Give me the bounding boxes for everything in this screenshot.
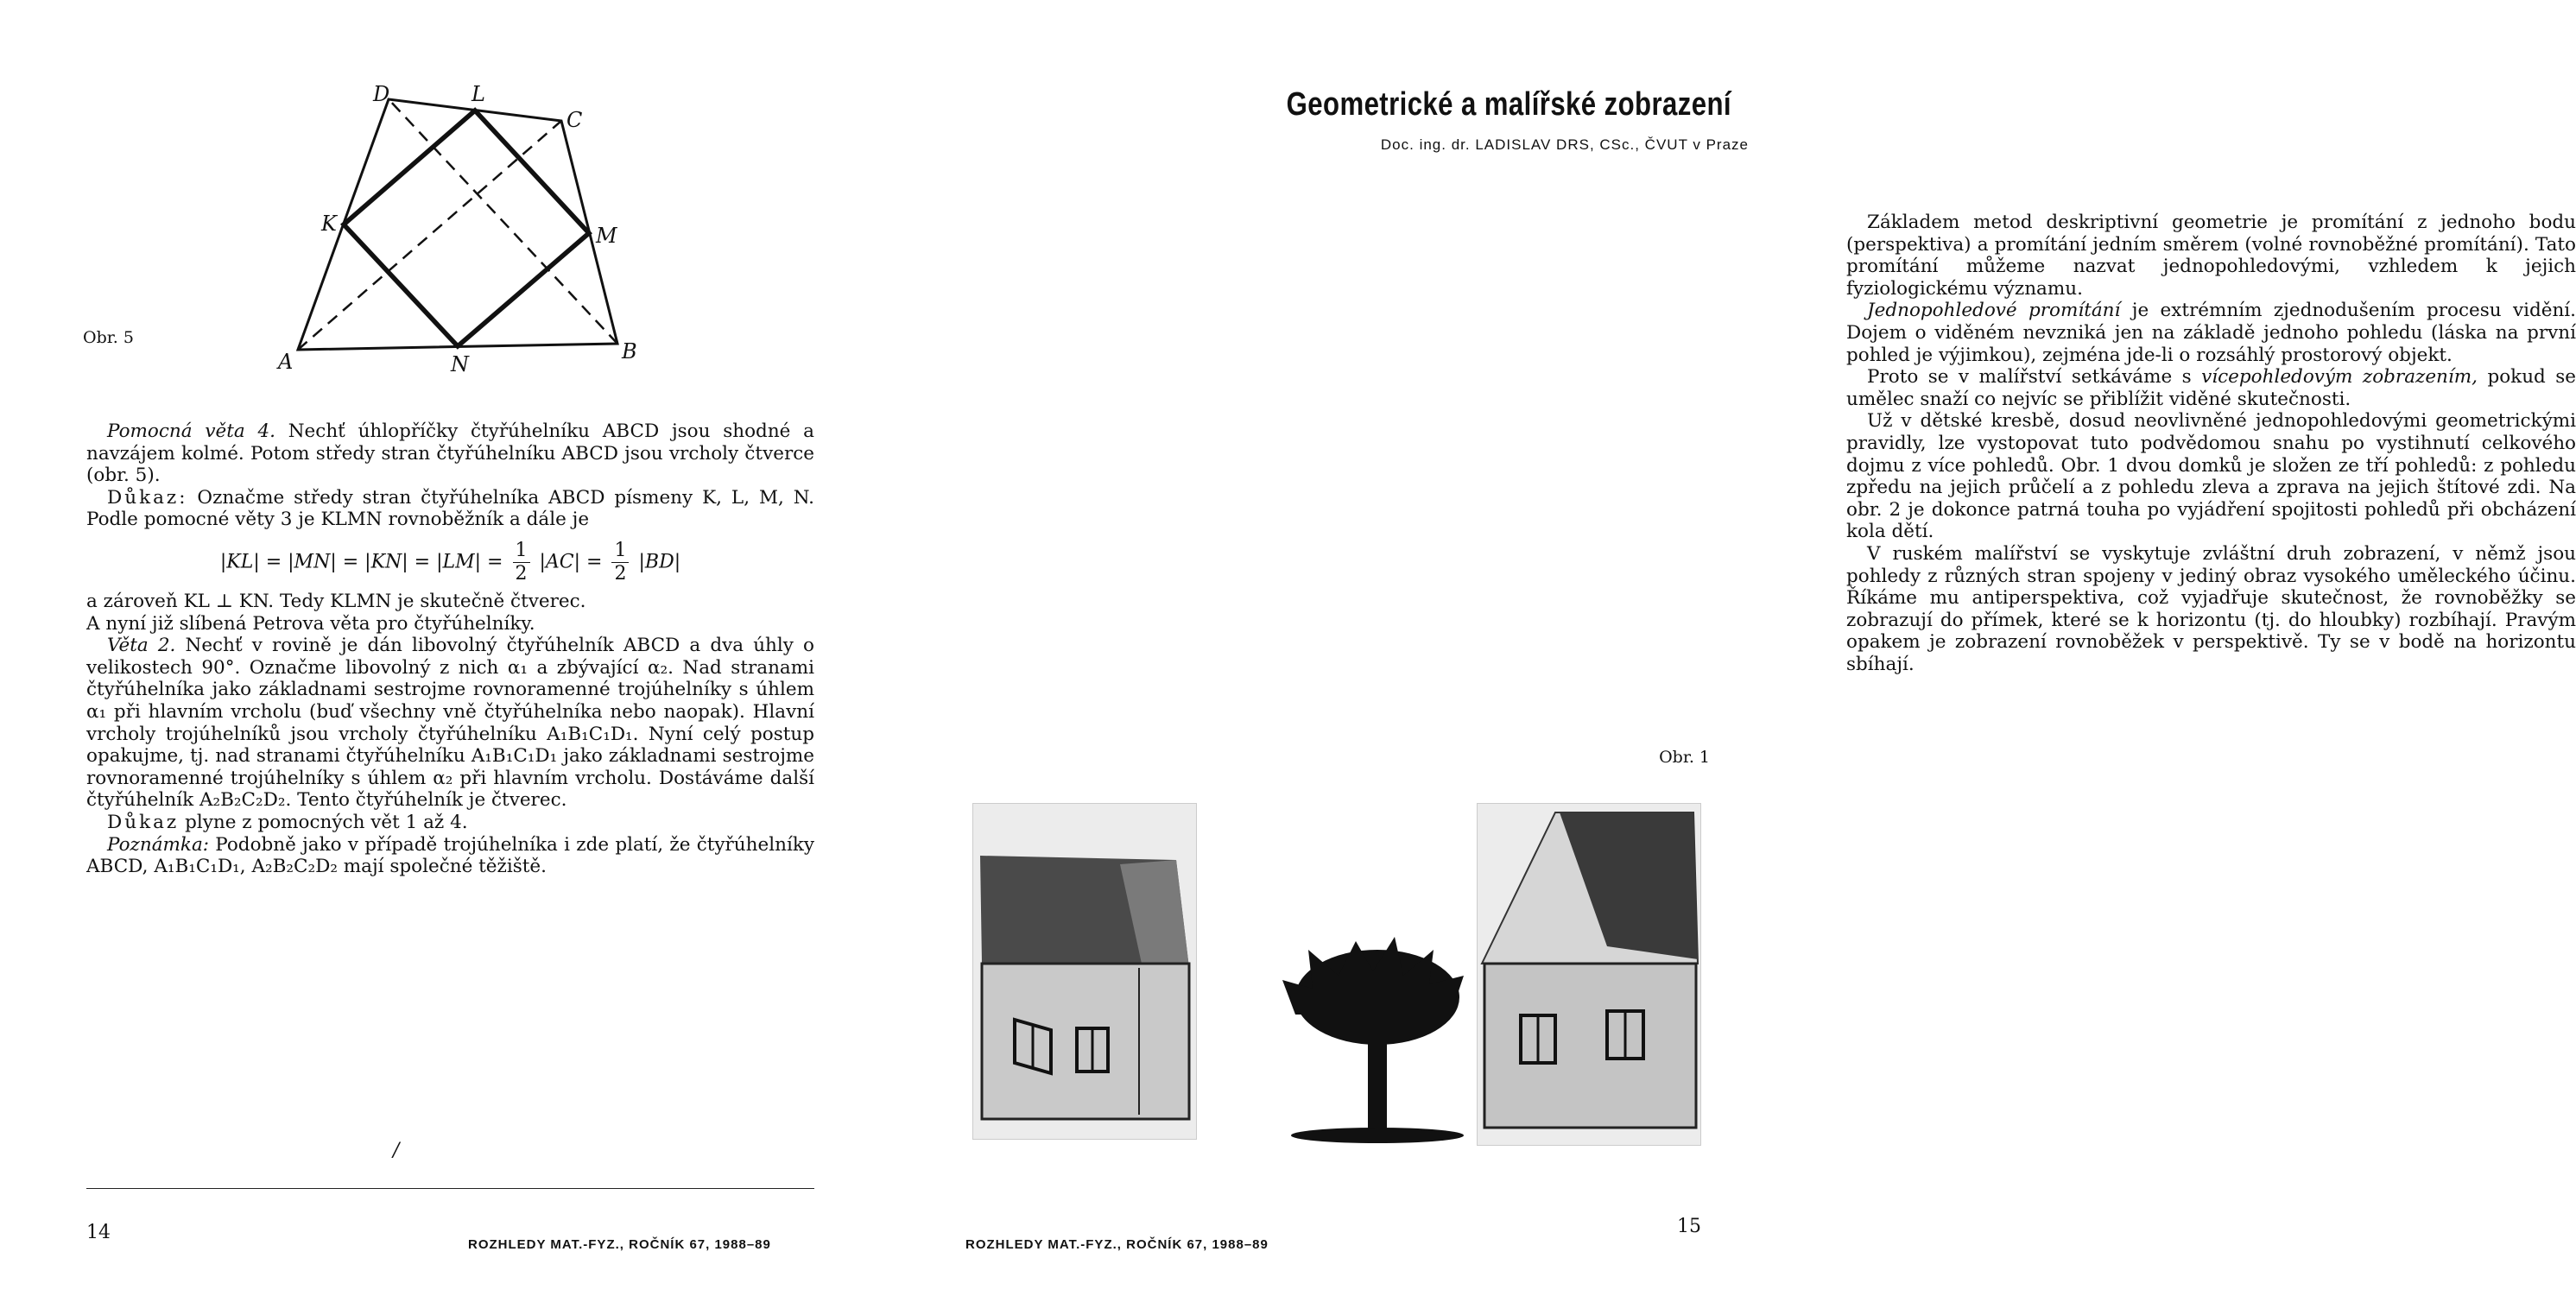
fraction-denominator: 2 [515, 562, 528, 585]
proof-label: Důkaz: [107, 486, 188, 509]
square-klmn [344, 111, 589, 346]
multi-view-text-a: Proto se v malířství setkáváme s [1867, 366, 2202, 389]
point-label-c: C [566, 108, 583, 132]
equation-left-side: |KL| = |MN| = |KN| = |LM| = [219, 551, 503, 573]
proof-paragraph [86, 487, 814, 531]
lemma-4-label: Pomocná věta 4. [107, 420, 275, 442]
multi-view-text-b: pokud se umělec snaží co nejvíc se přiblížit viděné skutečnosti. [1846, 366, 2576, 410]
theorem-2-text: Nechť v rovině je dán libovolný čtyřúhelník ABCD a dva úhly o velikostech 90°. Označme libovolný z nich α₁ a zbývající α₂. Nad stranami čtyřúhelníka jako základnami sestrojme rovnoramenné trojúhelníky s úhlem α₁ při hlavním vrcholu (buď všechny vně čtyřúhelníka nebo naopak). Hlavní vrcholy trojúhelníků jsou vrcholy čtyřúhelníku A₁B₁C₁D₁. Nyní celý postup opakujme, tj. nad stranami čtyřúhelníku A₁B₁C₁D₁ jako základnami sestrojme rovnoramenné trojúhelníky s úhlem α₂ při hlavním vrcholu. Dostáváme další čtyřúhelník A₂B₂C₂D₂. Tento čtyřúhelník je čtverec. [86, 635, 814, 812]
tree-drawing [1278, 937, 1477, 1148]
multi-view-term: vícepohledovým zobrazením, [2201, 366, 2478, 389]
fraction-numerator: 1 [611, 540, 629, 563]
lemma-4-paragraph [86, 420, 814, 487]
theorem-2-paragraph [86, 635, 814, 812]
length-equation [86, 540, 814, 585]
note-label: Poznámka: [107, 833, 210, 856]
intro-paragraph: Základem metod deskriptivní geometrie je promítání z jednoho bodu (perspektiva) a promítání jedním směrem (volné rovnoběžné promítání). Tato promítání můžeme nazvat jednopohledovými, vzhledem k jejich fyziologickému významu. [1846, 212, 2576, 300]
russian-painting-paragraph: V ruském malířství se vyskytuje zvláštní druh zobrazení, v němž jsou pohledy z různých stran spojeny v jediný obraz vysokého uměleckého účinu. Říkáme mu antiperspektiva, což vyjadřuje skutečnost, že rovnoběžky se zobrazují do přímek, které se k horizontu (tj. do hloubky) rozbíhají. Pravým opakem je zobrazení rovnoběžek v perspektivě. Ty se v bodě na horizontu sbíhají. [1846, 542, 2576, 675]
point-label-b: B [622, 339, 637, 364]
left-page [0, 0, 881, 1296]
house-drawing-left [972, 803, 1197, 1140]
article-title: Geometrické a malířské zobrazení [1286, 86, 1731, 123]
proof-2-text: plyne z pomocných vět 1 až 4. [179, 811, 468, 833]
author-byline: Doc. ing. dr. LADISLAV DRS, CSc., ČVUT v Praze [1380, 136, 1749, 153]
single-view-text: je extrémním zjednodušením procesu vidění. Dojem o viděném nevzniká jen na základě jednoho pohledu (láska na první pohled je výjimkou), zejména jde-li o rozsáhlý prostorový objekt. [1846, 300, 2576, 366]
single-view-term: Jednopohledové promítání [1867, 300, 2121, 322]
fraction-numerator: 1 [513, 540, 530, 563]
footer-rule [86, 1188, 814, 1189]
multi-view-paragraph [1846, 366, 2576, 410]
point-label-m: M [596, 224, 617, 248]
equation-ac-term: |AC| = [539, 551, 603, 573]
note-paragraph [86, 834, 814, 878]
point-label-l: L [472, 82, 485, 106]
quadrilateral-figure [259, 82, 674, 376]
fraction-denominator: 2 [614, 562, 627, 585]
left-body-text [86, 420, 814, 878]
child-drawing-paragraph: Už v dětské kresbě, dosud neovlivněné jednopohledovými geometrickými pravidly, lze vystopovat tuto podvědomou snahu po vystihnutí celkového dojmu z více pohledů. Obr. 1 dvou domků je složen ze tří pohledů: z pohledu zpředu na jejich průčelí a z pohledu zleva a zprava na jejich štítové zdi. Na obr. 2 je dokonce patrná touha po vyjádření spojitosti pohledů při obcházení kola dětí. [1846, 410, 2576, 543]
figure-5-label: Obr. 5 [83, 328, 134, 347]
journal-footer-right: ROZHLEDY MAT.-FYZ., ROČNÍK 67, 1988–89 [965, 1237, 1269, 1252]
proof-text: Označme středy stran čtyřúhelníka ABCD písmeny K, L, M, N. Podle pomocné věty 3 je KLMN rovnoběžník a dále je [86, 486, 814, 531]
single-view-paragraph [1846, 300, 2576, 366]
figure-1-label: Obr. 1 [1659, 748, 1710, 767]
theorem-intro: A nyní již slíbená Petrova věta pro čtyřúhelníky. [86, 612, 535, 635]
tree-ground [1291, 1128, 1464, 1143]
fraction-one-half-1 [513, 540, 530, 585]
proof-2-paragraph [86, 812, 814, 834]
tree-trunk [1368, 1023, 1387, 1131]
right-body-text [1846, 212, 2576, 675]
journal-footer-left: ROZHLEDY MAT.-FYZ., ROČNÍK 67, 1988–89 [468, 1237, 771, 1252]
point-label-d: D [373, 82, 390, 106]
point-label-k: K [321, 212, 337, 236]
proof-2-label: Důkaz [107, 811, 180, 833]
house-wall [1484, 964, 1696, 1128]
right-page [881, 0, 2576, 1296]
square-conclusion: a zároveň KL ⊥ KN. Tedy KLMN je skutečně čtverec. [86, 590, 586, 612]
point-label-n: N [451, 352, 469, 376]
note-text: Podobně jako v případě trojúhelníka i zde platí, že čtyřúhelníky ABCD, A₁B₁C₁D₁, A₂B₂C₂D₂ mají společné těžiště. [86, 833, 814, 878]
lemma-4-text: Nechť úhlopříčky čtyřúhelníku ABCD jsou shodné a navzájem kolmé. Potom středy stran čtyřúhelníku ABCD jsou vrcholy čtverce (obr. 5). [86, 420, 814, 487]
page-number-right: 15 [1677, 1216, 1701, 1237]
fraction-one-half-2 [611, 540, 629, 585]
equation-bd-term: |BD| [638, 551, 681, 573]
page-number-left: 14 [86, 1222, 111, 1243]
stray-mark: / [393, 1140, 400, 1161]
house-drawing-right [1477, 803, 1701, 1146]
theorem-2-label: Věta 2. [107, 635, 176, 657]
point-label-a: A [278, 350, 294, 374]
